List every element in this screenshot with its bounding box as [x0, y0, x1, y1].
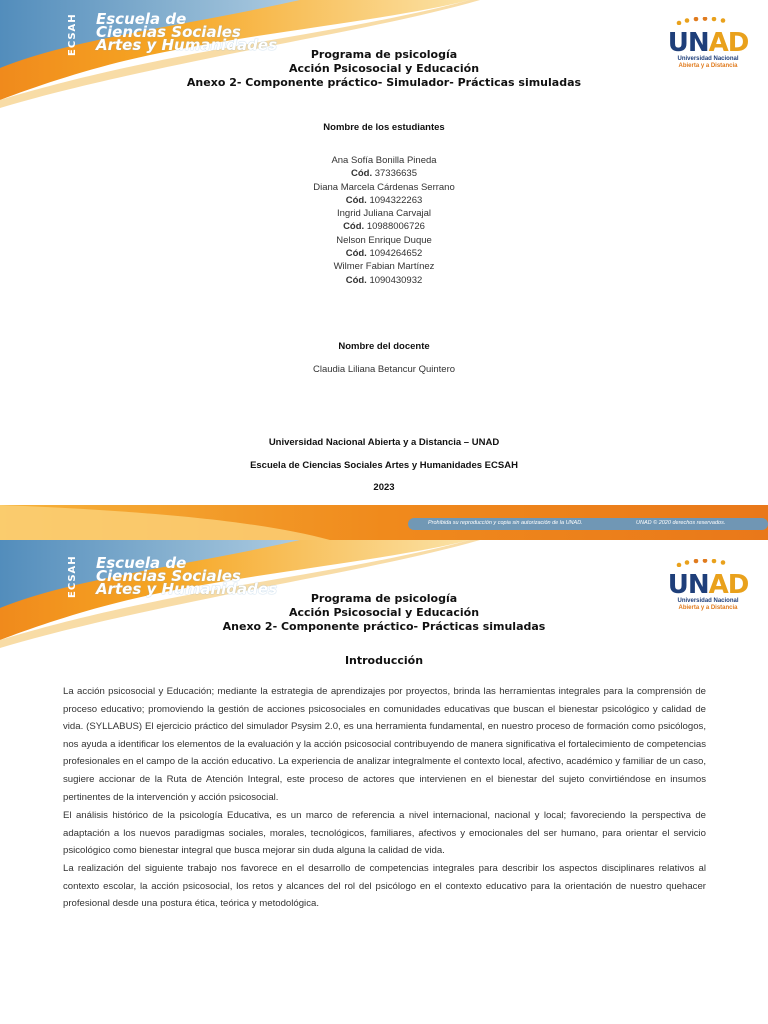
teacher-heading: Nombre del docente [338, 341, 430, 352]
university-name: Universidad Nacional Abierta y a Distancia – UNAD [268, 437, 500, 448]
students-list [0, 154, 768, 287]
intro-paragraph: La realización del siguiente trabajo nos favorece en el desarrollo de competencias integrales para describir los aspectos disciplinares relativos al contexto escolar, la acción psicosocial, los retos y alcances del rol del psicólogo en el contexto educativo para la orientación de nuestro quehacer profesional desde una postura ética, teórica y metodológica. [63, 863, 706, 910]
students-heading: Nombre de los estudiantes [323, 122, 445, 133]
program-title: Programa de psicología [310, 592, 458, 605]
ecsah-vertical-label: ECSAH [67, 555, 78, 598]
student-name: Nelson Enrique Duque [336, 234, 432, 246]
unad-logo: UNAD Universidad Nacional Abierta y a Distancia [662, 554, 754, 612]
introduction-page [0, 540, 768, 1024]
student-code: Cód. 1094322263 [345, 194, 423, 206]
annex-title: Anexo 2- Componente práctico- Prácticas simuladas [222, 620, 546, 633]
student-code: Cód. 1094264652 [345, 248, 423, 260]
school-logo-text: Escuela de Ciencias Sociales Artes y Humanidades [96, 10, 278, 54]
student-name: Ana Sofía Bonilla Pineda [331, 155, 437, 166]
annex-title: Anexo 2- Componente práctico- Simulador- Prácticas simuladas [186, 76, 582, 89]
student-code: Cód. 1090430932 [345, 274, 423, 286]
intro-paragraph: El análisis histórico de la psicología Educativa, es un marco de referencia a nivel internacional, nacional y local; favoreciendo la perspectiva de adaptación a los nuevos paradigmas sociales, morales, tecnológicos, familiares, afectivos y emocionales del ser humano, para orientar el servicio psicológico como bienestar integral que busca mejorar sin duda alguna la calidad de vida. [63, 810, 706, 857]
student-name: Diana Marcela Cárdenas Serrano [313, 181, 455, 193]
intro-paragraph: La acción psicosocial y Educación; mediante la estrategia de aprendizajes por proyectos, brinda las herramientas integrales para la comprensión de proceso educativo; promoviendo la gestión de acciones psicosociales en comunidades educativas que buscan el bienestar psicológico y calidad de vida. (SYLLABUS) El ejercicio práctico del simulador Psysim 2.0, es una herramienta fundamental, en nuestro proceso de formación como psicólogos, nos ayuda a identificar los elementos de la evaluación y la acción psicosocial contribuyendo de manera significativa el fortalecimiento de competencias profesionales en el campo de la acción educativo. La experiencia de analizar integralmente el contexto local, afectivo, académico y familiar de un caso, sugiere accionar de la Ruta de Atención Integral, este proceso de actores que intervienen en el bienestar del sujeto convirtiéndose en insumos pertinentes de la intervención y acción psicosocial. [63, 686, 706, 803]
school-logo-text: Escuela de Ciencias Sociales Artes y Humanidades [96, 554, 278, 598]
teacher-name: Claudia Liliana Betancur Quintero [312, 364, 456, 375]
unad-dots-icon [673, 17, 743, 25]
cover-year: 2023 [373, 482, 395, 493]
course-title: Acción Psicosocial y Educación [288, 606, 480, 619]
ecsah-vertical-label: ECSAH [67, 13, 78, 56]
student-code: Cód. 37336635 [350, 168, 418, 180]
course-title: Acción Psicosocial y Educación [288, 62, 480, 75]
unad-dots-icon [673, 559, 743, 567]
program-title: Programa de psicología [310, 48, 458, 61]
cover-title-block [0, 48, 768, 90]
student-name: Ingrid Juliana Carvajal [337, 208, 431, 220]
footer-notice: Prohibida su reproducción y copia sin autorización de la UNAD. [428, 520, 583, 526]
introduction-heading: Introducción [344, 654, 424, 667]
footer-rights: UNAD © 2020 derechos reservados. [636, 520, 726, 526]
student-code: Cód. 10988006726 [343, 221, 425, 233]
unad-logo: UNAD Universidad Nacional Abierta y a Distancia [662, 12, 754, 70]
student-name: Wilmer Fabian Martínez [333, 261, 435, 273]
intro-title-block [0, 592, 768, 634]
school-full-name: Escuela de Ciencias Sociales Artes y Humanidades ECSAH [250, 460, 518, 471]
